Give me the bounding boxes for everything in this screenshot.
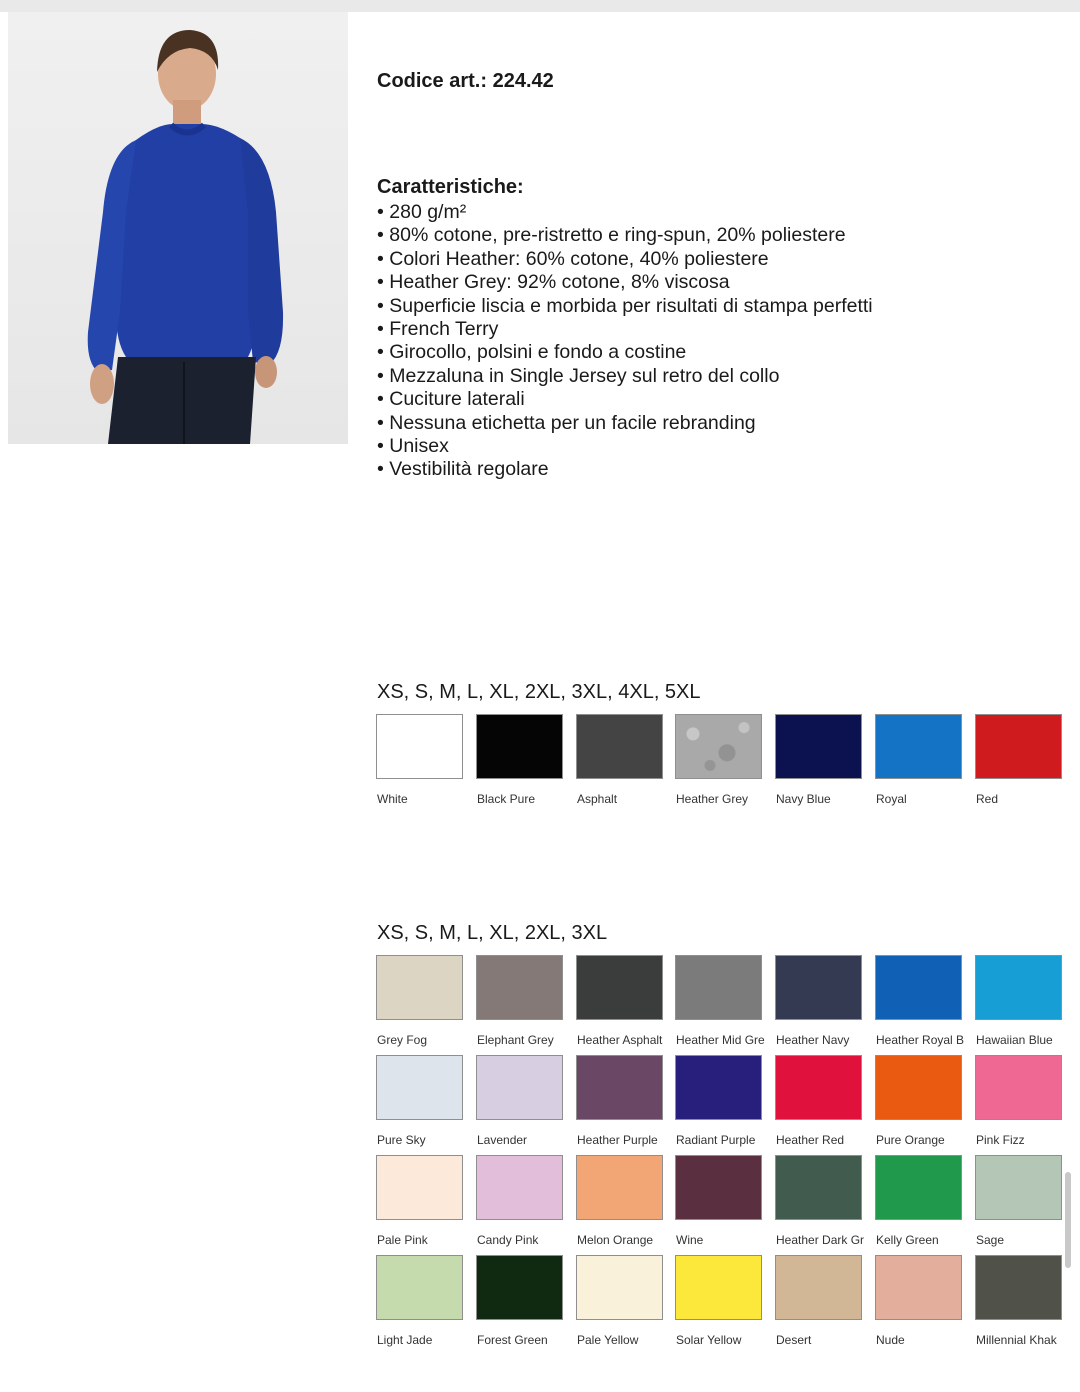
scrollbar[interactable] bbox=[1065, 1172, 1071, 1268]
color-swatch bbox=[975, 1255, 1075, 1347]
color-swatch bbox=[875, 955, 975, 1047]
color-chip bbox=[576, 1255, 663, 1320]
color-name: Grey Fog bbox=[377, 1033, 428, 1047]
color-swatch bbox=[875, 1255, 975, 1347]
color-swatch-grid bbox=[376, 714, 1076, 814]
color-name: Pink Fizz bbox=[976, 1133, 1025, 1147]
color-swatch bbox=[376, 955, 476, 1047]
color-name: Forest Green bbox=[477, 1333, 548, 1347]
color-name: Kelly Green bbox=[876, 1233, 939, 1247]
model-photo bbox=[8, 12, 348, 444]
features-title: Caratteristiche: bbox=[377, 176, 524, 198]
color-chip bbox=[576, 714, 663, 779]
color-name: Red bbox=[976, 792, 999, 806]
color-swatch bbox=[775, 955, 875, 1047]
color-swatch bbox=[476, 955, 576, 1047]
color-chip bbox=[775, 714, 862, 779]
color-chip bbox=[576, 1155, 663, 1220]
color-swatch bbox=[376, 1255, 476, 1347]
top-strip bbox=[0, 0, 1080, 12]
color-chip bbox=[975, 955, 1062, 1020]
color-swatch bbox=[675, 955, 775, 1047]
color-swatch bbox=[775, 1255, 875, 1347]
feature-item: • French Terry bbox=[377, 318, 873, 341]
color-chip bbox=[476, 714, 563, 779]
color-chip bbox=[476, 955, 563, 1020]
color-swatch bbox=[975, 955, 1075, 1047]
color-chip bbox=[376, 1055, 463, 1120]
color-chip bbox=[376, 1255, 463, 1320]
size-range-label: XS, S, M, L, XL, 2XL, 3XL, 4XL, 5XL bbox=[377, 681, 701, 703]
color-swatch bbox=[875, 1055, 975, 1147]
color-name: White bbox=[377, 792, 408, 806]
color-swatch bbox=[775, 1055, 875, 1147]
color-chip bbox=[775, 1255, 862, 1320]
color-swatch bbox=[476, 1055, 576, 1147]
color-chip bbox=[376, 1155, 463, 1220]
color-name: Asphalt bbox=[577, 792, 618, 806]
color-chip bbox=[775, 1055, 862, 1120]
color-chip bbox=[775, 1155, 862, 1220]
color-swatch bbox=[675, 1055, 775, 1147]
color-swatch bbox=[576, 1055, 676, 1147]
color-name: Heather Dark Gr bbox=[776, 1233, 865, 1247]
color-swatch bbox=[376, 714, 476, 806]
color-name: Solar Yellow bbox=[676, 1333, 742, 1347]
color-chip bbox=[376, 955, 463, 1020]
color-swatch bbox=[476, 1155, 576, 1247]
color-swatch bbox=[576, 1155, 676, 1247]
color-swatch bbox=[775, 714, 875, 806]
color-swatch bbox=[376, 1155, 476, 1247]
color-name: Candy Pink bbox=[477, 1233, 539, 1247]
color-swatch bbox=[476, 1255, 576, 1347]
color-chip bbox=[675, 1055, 762, 1120]
feature-item: • Colori Heather: 60% cotone, 40% poliestere bbox=[377, 248, 873, 271]
color-name: Pale Yellow bbox=[577, 1333, 639, 1347]
color-name: Desert bbox=[776, 1333, 812, 1347]
color-chip bbox=[576, 955, 663, 1020]
feature-item: • Unisex bbox=[377, 435, 873, 458]
color-chip bbox=[975, 714, 1062, 779]
feature-item: • 280 g/m² bbox=[377, 201, 873, 224]
color-name: Heather Grey bbox=[676, 792, 749, 806]
color-swatch-grid bbox=[376, 955, 1076, 1355]
color-name: Pure Orange bbox=[876, 1133, 945, 1147]
color-chip bbox=[975, 1055, 1062, 1120]
color-name: Black Pure bbox=[477, 792, 536, 806]
color-chip bbox=[476, 1055, 563, 1120]
color-name: Royal bbox=[876, 792, 907, 806]
color-chip bbox=[675, 714, 762, 779]
color-chip bbox=[875, 1055, 962, 1120]
feature-item: • Mezzaluna in Single Jersey sul retro del collo bbox=[377, 365, 873, 388]
features-list bbox=[377, 201, 873, 482]
color-swatch bbox=[875, 714, 975, 806]
color-chip bbox=[476, 1155, 563, 1220]
color-name: Nude bbox=[876, 1333, 905, 1347]
color-swatch bbox=[576, 714, 676, 806]
article-code: Codice art.: 224.42 bbox=[377, 70, 554, 92]
color-name: Heather Navy bbox=[776, 1033, 850, 1047]
color-name: Sage bbox=[976, 1233, 1005, 1247]
color-swatch bbox=[975, 1055, 1075, 1147]
color-name: Light Jade bbox=[377, 1333, 433, 1347]
color-chip bbox=[675, 1255, 762, 1320]
color-name: Heather Purple bbox=[577, 1133, 658, 1147]
color-name: Heather Mid Gre bbox=[676, 1033, 765, 1047]
color-chip bbox=[775, 955, 862, 1020]
color-name: Lavender bbox=[477, 1133, 528, 1147]
color-chip bbox=[675, 1155, 762, 1220]
color-swatch bbox=[376, 1055, 476, 1147]
color-name: Elephant Grey bbox=[477, 1033, 554, 1047]
color-chip bbox=[875, 1155, 962, 1220]
color-swatch bbox=[875, 1155, 975, 1247]
color-swatch bbox=[675, 1155, 775, 1247]
color-swatch bbox=[775, 1155, 875, 1247]
color-name: Heather Royal B bbox=[876, 1033, 965, 1047]
color-name: Hawaiian Blue bbox=[976, 1033, 1053, 1047]
color-name: Heather Asphalt bbox=[577, 1033, 663, 1047]
color-name: Navy Blue bbox=[776, 792, 831, 806]
feature-item: • Vestibilità regolare bbox=[377, 458, 873, 481]
feature-item: • 80% cotone, pre-ristretto e ring-spun, 20% poliestere bbox=[377, 224, 873, 247]
color-chip bbox=[875, 955, 962, 1020]
color-chip bbox=[476, 1255, 563, 1320]
color-swatch bbox=[576, 1255, 676, 1347]
color-swatch bbox=[675, 1255, 775, 1347]
feature-item: • Nessuna etichetta per un facile rebranding bbox=[377, 412, 873, 435]
color-chip bbox=[675, 955, 762, 1020]
feature-item: • Girocollo, polsini e fondo a costine bbox=[377, 341, 873, 364]
size-range-label: XS, S, M, L, XL, 2XL, 3XL bbox=[377, 922, 608, 944]
feature-item: • Cuciture laterali bbox=[377, 388, 873, 411]
color-chip bbox=[975, 1155, 1062, 1220]
color-chip bbox=[875, 1255, 962, 1320]
color-name: Pale Pink bbox=[377, 1233, 428, 1247]
color-name: Melon Orange bbox=[577, 1233, 654, 1247]
color-name: Pure Sky bbox=[377, 1133, 426, 1147]
color-chip bbox=[376, 714, 463, 779]
color-chip bbox=[576, 1055, 663, 1120]
color-name: Radiant Purple bbox=[676, 1133, 756, 1147]
color-swatch bbox=[675, 714, 775, 806]
color-name: Wine bbox=[676, 1233, 704, 1247]
color-swatch bbox=[576, 955, 676, 1047]
color-swatch bbox=[975, 1155, 1075, 1247]
color-name: Millennial Khak bbox=[976, 1333, 1057, 1347]
color-swatch bbox=[476, 714, 576, 806]
feature-item: • Heather Grey: 92% cotone, 8% viscosa bbox=[377, 271, 873, 294]
color-chip bbox=[975, 1255, 1062, 1320]
color-chip bbox=[875, 714, 962, 779]
color-swatch bbox=[975, 714, 1075, 806]
feature-item: • Superficie liscia e morbida per risultati di stampa perfetti bbox=[377, 295, 873, 318]
color-name: Heather Red bbox=[776, 1133, 845, 1147]
